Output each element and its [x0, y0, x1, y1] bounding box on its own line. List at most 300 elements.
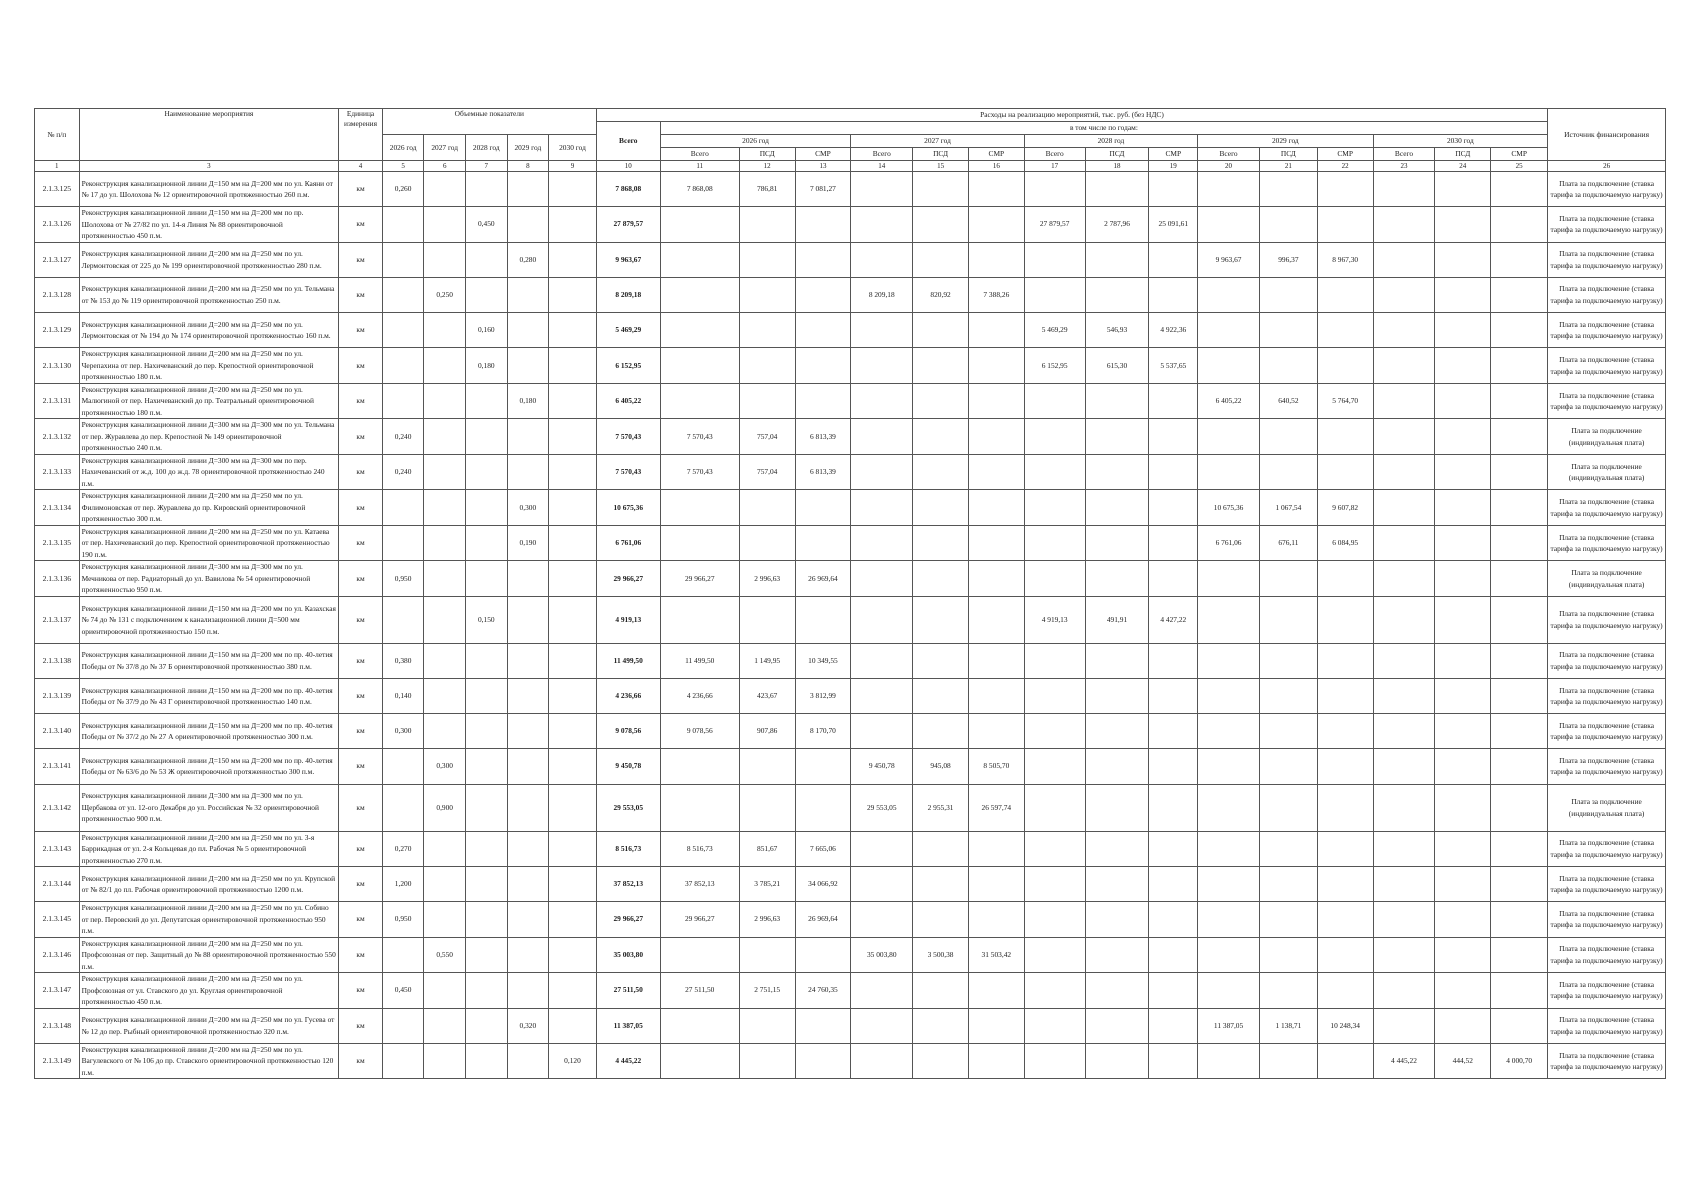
year-total-cell — [1373, 596, 1435, 643]
year-smr-cell: 4 427,22 — [1149, 596, 1198, 643]
year-psd-cell — [1435, 277, 1491, 312]
year-total-cell: 9 450,78 — [851, 749, 913, 784]
volume-cell: 0,180 — [507, 383, 549, 419]
column-number: 20 — [1198, 161, 1260, 172]
year-psd-cell — [913, 714, 969, 749]
year-smr-cell — [968, 973, 1024, 1009]
year-smr-cell — [1149, 831, 1198, 867]
year-smr-cell — [1149, 867, 1198, 902]
year-smr-cell — [1149, 419, 1198, 455]
total-cost-cell: 11 387,05 — [596, 1008, 660, 1043]
year-smr-cell — [968, 172, 1024, 207]
volume-cell — [549, 313, 597, 348]
year-psd-cell — [1435, 490, 1491, 526]
header-unit: Единица измерения — [339, 109, 383, 161]
year-psd-cell — [1085, 525, 1149, 561]
year-psd-cell: 2 787,96 — [1085, 207, 1149, 243]
volume-cell — [424, 525, 466, 561]
volume-cell — [549, 973, 597, 1009]
year-smr-cell — [795, 596, 851, 643]
row-number: 2.1.3.146 — [35, 937, 80, 973]
volume-cell — [549, 172, 597, 207]
year-total-cell — [1198, 902, 1260, 938]
year-psd-cell — [1259, 643, 1317, 678]
row-number: 2.1.3.144 — [35, 867, 80, 902]
volume-cell: 0,950 — [382, 902, 424, 938]
year-psd-cell — [1085, 1008, 1149, 1043]
year-smr-cell — [1317, 867, 1373, 902]
year-psd-cell — [739, 242, 795, 277]
volume-cell — [507, 561, 549, 597]
year-total-cell — [1024, 242, 1085, 277]
row-number: 2.1.3.129 — [35, 313, 80, 348]
volume-cell — [424, 348, 466, 384]
year-total-cell — [1373, 207, 1435, 243]
volume-cell — [424, 242, 466, 277]
year-smr-cell — [1317, 902, 1373, 938]
year-psd-cell — [913, 678, 969, 713]
volume-cell — [549, 867, 597, 902]
column-number: 7 — [465, 161, 507, 172]
volume-cell — [424, 678, 466, 713]
volume-cell: 0,270 — [382, 831, 424, 867]
volume-cell: 0,300 — [507, 490, 549, 526]
year-smr-cell — [795, 749, 851, 784]
row-number: 2.1.3.126 — [35, 207, 80, 243]
year-total-cell: 6 152,95 — [1024, 348, 1085, 384]
year-total-cell — [851, 1043, 913, 1079]
volume-cell — [382, 749, 424, 784]
volume-cell — [465, 454, 507, 490]
year-total-cell — [660, 383, 739, 419]
year-total-cell — [1024, 525, 1085, 561]
table-row — [35, 419, 1666, 455]
year-total-cell: 29 553,05 — [851, 784, 913, 831]
measure-name: Реконструкция канализационной линии Д=200 мм на Д=250 мм по ул. Лермонтовская от № 194 до № 174 ориентировочной протяженностью 160 п.м. — [79, 313, 339, 348]
year-smr-cell: 10 349,55 — [795, 643, 851, 678]
year-smr-cell — [968, 714, 1024, 749]
year-psd-cell — [1435, 419, 1491, 455]
subheader-total: Всего — [1198, 148, 1260, 161]
investment-program-table-sheet — [34, 108, 1666, 1079]
year-smr-cell — [1491, 172, 1548, 207]
measure-name: Реконструкция канализационной линии Д=150 мм на Д=200 мм по пр. 40-летия Победы от № 37/8 до № 37 Б ориентировочной протяженностью 380 п.м. — [79, 643, 339, 678]
year-total-cell: 9 078,56 — [660, 714, 739, 749]
unit-cell: км — [339, 277, 383, 312]
year-total-cell — [1198, 867, 1260, 902]
year-psd-cell — [1085, 749, 1149, 784]
year-psd-cell — [739, 1043, 795, 1079]
year-psd-cell — [1435, 525, 1491, 561]
header-source: Источник финансирования — [1548, 109, 1666, 161]
volume-cell — [424, 973, 466, 1009]
volume-cell — [507, 207, 549, 243]
year-total-cell: 9 963,67 — [1198, 242, 1260, 277]
table-row — [35, 643, 1666, 678]
volume-cell — [549, 596, 597, 643]
funding-source-cell: Плата за подключение (ставка тарифа за подключаемую нагрузку) — [1548, 242, 1666, 277]
funding-source-cell: Плата за подключение (ставка тарифа за подключаемую нагрузку) — [1548, 172, 1666, 207]
volume-cell — [507, 902, 549, 938]
unit-cell: км — [339, 902, 383, 938]
column-number: 21 — [1259, 161, 1317, 172]
year-psd-cell: 546,93 — [1085, 313, 1149, 348]
year-smr-cell — [1317, 419, 1373, 455]
volume-cell — [424, 490, 466, 526]
year-smr-cell — [1149, 973, 1198, 1009]
year-total-cell — [660, 749, 739, 784]
year-psd-cell — [1085, 383, 1149, 419]
measure-name: Реконструкция канализационной линии Д=150 мм на Д=200 мм по пр. 40-летия Победы от № 37/2 до № 27 А ориентировочной протяженностью 300 п.м. — [79, 714, 339, 749]
year-total-cell: 4 445,22 — [1373, 1043, 1435, 1079]
year-smr-cell: 5 764,70 — [1317, 383, 1373, 419]
year-psd-cell — [1259, 419, 1317, 455]
year-smr-cell — [1491, 277, 1548, 312]
year-smr-cell — [1149, 490, 1198, 526]
unit-cell: км — [339, 454, 383, 490]
table-row — [35, 937, 1666, 973]
year-total-cell: 6 405,22 — [1198, 383, 1260, 419]
year-total-cell — [1024, 277, 1085, 312]
year-psd-cell: 2 955,31 — [913, 784, 969, 831]
unit-cell: км — [339, 172, 383, 207]
volume-cell — [424, 1043, 466, 1079]
volume-cell: 0,380 — [382, 643, 424, 678]
volume-cell — [549, 207, 597, 243]
year-smr-cell — [1149, 277, 1198, 312]
year-total-cell — [660, 207, 739, 243]
header-vol-year-2029: 2029 год — [507, 135, 549, 161]
year-smr-cell — [1491, 313, 1548, 348]
year-total-cell — [1024, 454, 1085, 490]
year-smr-cell — [1317, 561, 1373, 597]
year-psd-cell — [1085, 973, 1149, 1009]
row-number: 2.1.3.136 — [35, 561, 80, 597]
year-psd-cell — [1435, 313, 1491, 348]
volume-cell — [424, 596, 466, 643]
year-psd-cell — [739, 525, 795, 561]
year-smr-cell — [968, 1043, 1024, 1079]
volume-cell — [507, 973, 549, 1009]
year-psd-cell — [1435, 867, 1491, 902]
year-total-cell — [1373, 831, 1435, 867]
year-total-cell — [1198, 784, 1260, 831]
year-psd-cell — [1259, 277, 1317, 312]
volume-cell — [465, 561, 507, 597]
year-smr-cell — [968, 678, 1024, 713]
funding-source-cell: Плата за подключение (ставка тарифа за подключаемую нагрузку) — [1548, 313, 1666, 348]
year-psd-cell — [1085, 1043, 1149, 1079]
year-total-cell — [1373, 383, 1435, 419]
year-smr-cell: 26 969,64 — [795, 561, 851, 597]
year-psd-cell: 615,30 — [1085, 348, 1149, 384]
year-psd-cell — [1259, 561, 1317, 597]
volume-cell: 0,190 — [507, 525, 549, 561]
total-cost-cell: 5 469,29 — [596, 313, 660, 348]
year-total-cell — [851, 454, 913, 490]
year-smr-cell: 24 760,35 — [795, 973, 851, 1009]
volume-cell — [382, 277, 424, 312]
volume-cell — [549, 1008, 597, 1043]
year-psd-cell — [1435, 749, 1491, 784]
volume-cell: 0,950 — [382, 561, 424, 597]
header-vol-year-2028: 2028 год — [465, 135, 507, 161]
header-exp-year-2026: 2026 год — [660, 135, 851, 148]
volume-cell — [549, 937, 597, 973]
measure-name: Реконструкция канализационной линии Д=150 мм на Д=200 мм по ул. Каяни от № 17 до ул. Шолохова № 12 ориентировочной протяженностью 260 п.м. — [79, 172, 339, 207]
year-smr-cell — [1491, 937, 1548, 973]
year-smr-cell — [795, 207, 851, 243]
year-psd-cell: 1 138,71 — [1259, 1008, 1317, 1043]
row-number: 2.1.3.147 — [35, 973, 80, 1009]
header-exp-year-2030: 2030 год — [1373, 135, 1548, 148]
year-total-cell: 7 570,43 — [660, 419, 739, 455]
volume-cell: 0,300 — [424, 749, 466, 784]
year-smr-cell — [968, 313, 1024, 348]
table-row — [35, 784, 1666, 831]
column-number: 14 — [851, 161, 913, 172]
year-psd-cell — [1085, 172, 1149, 207]
year-total-cell — [851, 643, 913, 678]
year-total-cell — [1024, 749, 1085, 784]
volume-cell — [507, 643, 549, 678]
year-psd-cell — [1435, 348, 1491, 384]
year-psd-cell — [913, 348, 969, 384]
year-psd-cell — [739, 490, 795, 526]
year-psd-cell — [1435, 973, 1491, 1009]
year-smr-cell — [1491, 784, 1548, 831]
year-total-cell — [1024, 867, 1085, 902]
year-smr-cell: 4 922,36 — [1149, 313, 1198, 348]
total-cost-cell: 27 879,57 — [596, 207, 660, 243]
year-total-cell — [851, 525, 913, 561]
volume-cell — [424, 561, 466, 597]
measure-name: Реконструкция канализационной линии Д=200 мм на Д=250 мм по ул. Тельмана от № 153 до № 119 ориентировочной протяженностью 250 п.м. — [79, 277, 339, 312]
volume-cell — [549, 714, 597, 749]
measure-name: Реконструкция канализационной линии Д=200 мм на Д=250 мм по ул. Филимоновская от пер. Журавлева до пр. Кировский ориентировочной протяженностью 300 п.м. — [79, 490, 339, 526]
year-total-cell — [1373, 419, 1435, 455]
volume-cell: 0,140 — [382, 678, 424, 713]
year-total-cell — [851, 867, 913, 902]
measures-table — [34, 108, 1666, 1079]
funding-source-cell: Плата за подключение (ставка тарифа за подключаемую нагрузку) — [1548, 383, 1666, 419]
year-psd-cell — [1085, 454, 1149, 490]
volume-cell — [465, 525, 507, 561]
measure-name: Реконструкция канализационной линии Д=150 мм на Д=200 мм по пр. 40-летия Победы от № 37/9 до № 43 Г ориентировочной протяженностью 140 п.м. — [79, 678, 339, 713]
year-psd-cell — [1085, 490, 1149, 526]
column-number: 4 — [339, 161, 383, 172]
year-psd-cell — [1259, 902, 1317, 938]
year-psd-cell — [739, 596, 795, 643]
year-psd-cell: 2 751,15 — [739, 973, 795, 1009]
volume-cell: 0,280 — [507, 242, 549, 277]
year-total-cell — [851, 973, 913, 1009]
year-smr-cell: 31 503,42 — [968, 937, 1024, 973]
year-total-cell — [851, 172, 913, 207]
volume-cell — [382, 348, 424, 384]
year-smr-cell — [1491, 348, 1548, 384]
volume-cell — [507, 937, 549, 973]
column-number: 18 — [1085, 161, 1149, 172]
year-smr-cell — [1149, 714, 1198, 749]
funding-source-cell: Плата за подключение (ставка тарифа за подключаемую нагрузку) — [1548, 348, 1666, 384]
year-smr-cell — [968, 561, 1024, 597]
unit-cell: км — [339, 643, 383, 678]
volume-cell — [424, 831, 466, 867]
subheader-psd: ПСД — [739, 148, 795, 161]
year-psd-cell — [1085, 678, 1149, 713]
year-psd-cell: 1 149,95 — [739, 643, 795, 678]
measure-name: Реконструкция канализационной линии Д=300 мм на Д=300 мм по ул. Мечникова от пер. Радиаторный до ул. Вавилова № 54 ориентировочной протяженностью 950 п.м. — [79, 561, 339, 597]
year-psd-cell — [1259, 1043, 1317, 1079]
year-smr-cell — [1149, 172, 1198, 207]
year-total-cell — [851, 490, 913, 526]
year-psd-cell — [1435, 784, 1491, 831]
year-total-cell — [1024, 419, 1085, 455]
year-total-cell — [1198, 561, 1260, 597]
year-total-cell — [660, 1008, 739, 1043]
year-total-cell — [851, 419, 913, 455]
total-cost-cell: 9 078,56 — [596, 714, 660, 749]
volume-cell — [465, 242, 507, 277]
unit-cell: км — [339, 207, 383, 243]
year-smr-cell — [1491, 714, 1548, 749]
year-smr-cell — [1317, 207, 1373, 243]
volume-cell — [465, 172, 507, 207]
year-psd-cell — [1259, 207, 1317, 243]
row-number: 2.1.3.142 — [35, 784, 80, 831]
year-total-cell — [1198, 937, 1260, 973]
table-row — [35, 383, 1666, 419]
year-smr-cell — [1317, 749, 1373, 784]
row-number: 2.1.3.132 — [35, 419, 80, 455]
unit-cell: км — [339, 242, 383, 277]
volume-cell — [507, 172, 549, 207]
year-psd-cell — [913, 313, 969, 348]
volume-cell — [549, 490, 597, 526]
year-smr-cell — [795, 242, 851, 277]
funding-source-cell: Плата за подключение (ставка тарифа за подключаемую нагрузку) — [1548, 973, 1666, 1009]
row-number: 2.1.3.138 — [35, 643, 80, 678]
total-cost-cell: 7 868,08 — [596, 172, 660, 207]
volume-cell — [465, 902, 507, 938]
year-psd-cell — [1259, 867, 1317, 902]
year-total-cell — [660, 490, 739, 526]
year-psd-cell — [1259, 313, 1317, 348]
year-psd-cell: 2 996,63 — [739, 561, 795, 597]
year-total-cell — [1198, 1043, 1260, 1079]
volume-cell — [465, 937, 507, 973]
column-number: 22 — [1317, 161, 1373, 172]
year-total-cell: 7 570,43 — [660, 454, 739, 490]
measure-name: Реконструкция канализационной линии Д=200 мм на Д=250 мм по ул. Профсоюзная от пер. Защитный до № 88 ориентировочной протяженностью 550 п.м. — [79, 937, 339, 973]
year-psd-cell — [1259, 678, 1317, 713]
year-smr-cell — [1491, 490, 1548, 526]
year-psd-cell — [1435, 383, 1491, 419]
funding-source-cell: Плата за подключение (индивидуальная плата) — [1548, 454, 1666, 490]
volume-cell — [507, 831, 549, 867]
funding-source-cell: Плата за подключение (индивидуальная плата) — [1548, 561, 1666, 597]
year-psd-cell — [1435, 1008, 1491, 1043]
year-smr-cell — [968, 643, 1024, 678]
year-smr-cell: 6 084,95 — [1317, 525, 1373, 561]
subheader-smr: СМР — [1317, 148, 1373, 161]
volume-cell — [382, 207, 424, 243]
year-psd-cell: 3 500,38 — [913, 937, 969, 973]
total-cost-cell: 29 553,05 — [596, 784, 660, 831]
volume-cell — [465, 784, 507, 831]
funding-source-cell: Плата за подключение (ставка тарифа за подключаемую нагрузку) — [1548, 277, 1666, 312]
unit-cell: км — [339, 348, 383, 384]
year-smr-cell — [795, 937, 851, 973]
row-number: 2.1.3.128 — [35, 277, 80, 312]
year-smr-cell — [795, 1043, 851, 1079]
volume-cell: 0,120 — [549, 1043, 597, 1079]
table-row — [35, 1008, 1666, 1043]
subheader-total: Всего — [660, 148, 739, 161]
year-psd-cell — [1085, 867, 1149, 902]
unit-cell: км — [339, 419, 383, 455]
volume-cell — [507, 867, 549, 902]
year-psd-cell — [739, 937, 795, 973]
year-smr-cell: 25 091,61 — [1149, 207, 1198, 243]
year-total-cell — [660, 937, 739, 973]
volume-cell — [382, 1043, 424, 1079]
year-psd-cell — [913, 454, 969, 490]
volume-cell — [465, 490, 507, 526]
year-smr-cell — [1491, 902, 1548, 938]
volume-cell — [507, 313, 549, 348]
volume-cell — [549, 902, 597, 938]
year-total-cell — [851, 714, 913, 749]
volume-cell — [465, 643, 507, 678]
row-number: 2.1.3.141 — [35, 749, 80, 784]
year-psd-cell — [1435, 937, 1491, 973]
year-total-cell — [1373, 490, 1435, 526]
year-psd-cell — [739, 784, 795, 831]
funding-source-cell: Плата за подключение (ставка тарифа за подключаемую нагрузку) — [1548, 867, 1666, 902]
volume-cell — [424, 902, 466, 938]
year-psd-cell — [1259, 749, 1317, 784]
volume-cell — [382, 1008, 424, 1043]
year-psd-cell: 2 996,63 — [739, 902, 795, 938]
header-expenses: Расходы на реализацию мероприятий, тыс. руб. (без НДС) — [596, 109, 1547, 122]
year-total-cell — [851, 561, 913, 597]
column-number: 16 — [968, 161, 1024, 172]
year-psd-cell: 640,52 — [1259, 383, 1317, 419]
volume-cell — [507, 596, 549, 643]
year-psd-cell: 907,86 — [739, 714, 795, 749]
year-total-cell — [1198, 172, 1260, 207]
year-total-cell — [1024, 937, 1085, 973]
year-psd-cell — [913, 172, 969, 207]
year-total-cell — [1198, 714, 1260, 749]
year-smr-cell — [1491, 561, 1548, 597]
volume-cell: 0,150 — [465, 596, 507, 643]
year-total-cell: 5 469,29 — [1024, 313, 1085, 348]
year-psd-cell — [913, 525, 969, 561]
year-total-cell: 27 511,50 — [660, 973, 739, 1009]
measure-name: Реконструкция канализационной линии Д=200 мм на Д=250 мм по ул. Малюгиной от пер. Нахичеванский до пр. Театральный ориентировочной протяженностью 180 п.м. — [79, 383, 339, 419]
unit-cell: км — [339, 490, 383, 526]
funding-source-cell: Плата за подключение (ставка тарифа за подключаемую нагрузку) — [1548, 525, 1666, 561]
unit-cell: км — [339, 749, 383, 784]
year-psd-cell — [1259, 831, 1317, 867]
year-smr-cell: 10 248,34 — [1317, 1008, 1373, 1043]
year-psd-cell — [913, 902, 969, 938]
year-smr-cell — [795, 348, 851, 384]
year-smr-cell: 7 081,27 — [795, 172, 851, 207]
